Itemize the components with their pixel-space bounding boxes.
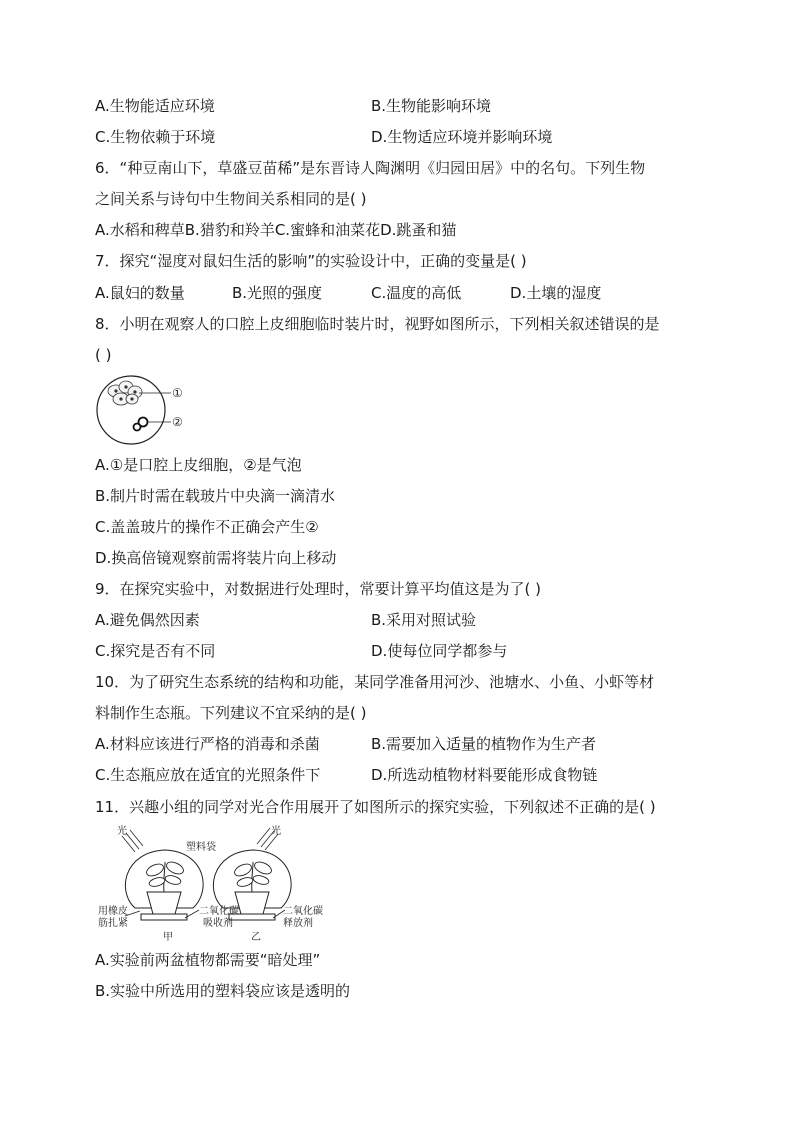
- rubber-band-label-2: 筋扎紧: [98, 918, 128, 929]
- light-label-left: 光: [117, 826, 127, 837]
- plant-stem-left: [164, 862, 165, 892]
- q9-option-a: A.避免偶然因素: [95, 611, 200, 629]
- q10-option-b: B.需要加入适量的植物作为生产者: [371, 735, 597, 753]
- rubber-band-label-1: 用橡皮: [98, 906, 128, 917]
- q9-option-d: D.使每位同学都参与: [371, 642, 508, 660]
- q8-stem-line-2: ( ): [95, 346, 112, 364]
- q7-option-b: B.光照的强度: [232, 284, 323, 302]
- q7-option-a: A.鼠妇的数量: [95, 284, 185, 302]
- absorber-label-2: 吸收剂: [203, 918, 233, 929]
- dish-left: [141, 914, 187, 920]
- q6-stem-line-2: 之间关系与诗句中生物间关系相同的是( ): [95, 190, 367, 208]
- photosynthesis-experiment-figure: [95, 822, 325, 944]
- releaser-label-2: 释放剂: [283, 918, 313, 929]
- pot-left: [147, 892, 181, 914]
- q10-stem-line-1: 10．为了研究生态系统的结构和功能，某同学准备用河沙、池塘水、小鱼、小虾等材: [95, 673, 655, 691]
- q7-stem: 7．探究“湿度对鼠妇生活的影响”的实验设计中，正确的变量是( ): [95, 252, 527, 270]
- q6-options: A.水稻和稗草B.猎豹和羚羊C.蜜蜂和油菜花D.跳蚤和猫: [95, 221, 457, 239]
- q8-stem-line-1: 8．小明在观察人的口腔上皮细胞临时装片时，视野如图所示，下列相关叙述错误的是: [95, 315, 660, 333]
- q5-option-d: D.生物适应环境并影响环境: [371, 128, 553, 146]
- q10-option-d: D.所选动植物材料要能形成食物链: [371, 766, 598, 784]
- q8-option-a: A.①是口腔上皮细胞，②是气泡: [95, 456, 302, 474]
- q9-option-c: C.探究是否有不同: [95, 642, 216, 660]
- q5-option-c: C.生物依赖于环境: [95, 128, 216, 146]
- q8-option-c: C.盖盖玻片的操作不正确会产生②: [95, 518, 319, 536]
- q8-option-d: D.换高倍镜观察前需将装片向上移动: [95, 549, 337, 567]
- figure-label-1: ①: [172, 386, 183, 400]
- light-label-right: 光: [271, 826, 281, 837]
- q10-option-a: A.材料应该进行严格的消毒和杀菌: [95, 735, 320, 753]
- q7-option-d: D.土壤的湿度: [510, 284, 602, 302]
- q7-option-c: C.温度的高低: [371, 284, 462, 302]
- figure-label-2: ②: [172, 415, 183, 429]
- microscope-field-figure: [95, 372, 195, 448]
- releaser-label-1: 二氧化碳: [283, 906, 323, 917]
- q11-stem: 11．兴趣小组的同学对光合作用展开了如图所示的探究实验，下列叙述不正确的是( ): [95, 798, 656, 816]
- label-yi: 乙: [251, 932, 261, 943]
- q8-option-b: B.制片时需在载玻片中央滴一滴清水: [95, 487, 336, 505]
- label-jia: 甲: [163, 932, 173, 943]
- pot-right: [235, 892, 269, 914]
- q9-stem: 9．在探究实验中，对数据进行处理时，常要计算平均值这是为了( ): [95, 580, 542, 598]
- q10-option-c: C.生态瓶应放在适宜的光照条件下: [95, 766, 321, 784]
- q5-option-b: B.生物能影响环境: [371, 97, 492, 115]
- q9-option-b: B.采用对照试验: [371, 611, 477, 629]
- plant-stem-right: [252, 862, 253, 892]
- q10-stem-line-2: 料制作生态瓶。下列建议不宜采纳的是( ): [95, 704, 367, 722]
- absorber-label-1: 二氧化碳: [199, 906, 239, 917]
- q11-option-b: B.实验中所选用的塑料袋应该是透明的: [95, 982, 351, 1000]
- bag-label: 塑料袋: [186, 842, 216, 853]
- q11-option-a: A.实验前两盆植物都需要“暗处理”: [95, 951, 321, 969]
- q5-option-a: A.生物能适应环境: [95, 97, 215, 115]
- q6-stem-line-1: 6．“种豆南山下，草盛豆苗稀”是东晋诗人陶渊明《归园田居》中的名句。下列生物: [95, 159, 646, 177]
